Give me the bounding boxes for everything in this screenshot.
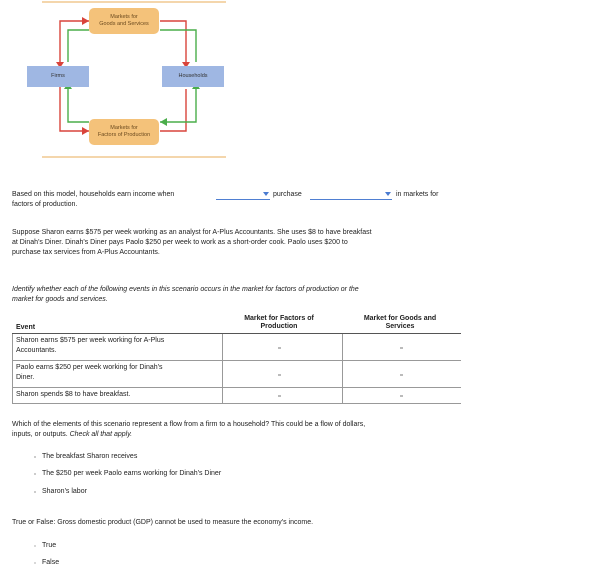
markets-factors-line1: Markets for	[110, 125, 138, 131]
q2-option-label: The $250 per week Paolo earns working for Dinah's Diner	[42, 470, 222, 477]
event-cell	[16, 363, 162, 383]
radio-button[interactable]	[34, 545, 36, 547]
event-text-line1: Sharon earns $575 per week working for A-Plus	[16, 337, 165, 344]
markets-goods-services-box	[89, 8, 159, 34]
goods-checkbox[interactable]	[400, 374, 403, 376]
red-flow-bottom-right	[160, 89, 186, 131]
q2-option-3[interactable]	[32, 487, 292, 497]
q1-text-end: in markets for	[396, 191, 439, 198]
factors-checkbox[interactable]	[278, 395, 281, 397]
households-box	[162, 66, 224, 87]
q1-text-mid: purchase	[273, 191, 302, 198]
households-label: Households	[178, 73, 208, 79]
checkbox[interactable]	[34, 456, 36, 458]
radio-button[interactable]	[34, 562, 36, 564]
q2-option-1[interactable]	[32, 452, 292, 462]
q1-dropdown-2[interactable]	[310, 190, 392, 200]
event-text-line2: Diner.	[16, 374, 35, 381]
col-header-goods	[345, 315, 455, 331]
instruction-line-1: Identify whether each of the following events in this scenario occurs in the market for factors of production or the	[12, 286, 359, 293]
column-divider	[222, 334, 223, 404]
event-text-line1: Sharon spends $8 to have breakfast.	[16, 391, 131, 398]
checkbox[interactable]	[34, 491, 36, 493]
q1-dropdown-1[interactable]	[216, 190, 270, 200]
event-text-line2: Accountants.	[16, 347, 57, 354]
q2-text-line-1: Which of the elements of this scenario represent a flow from a firm to a household? This could be a flow of dollars,	[12, 421, 366, 428]
chevron-down-icon	[385, 192, 391, 196]
q3-option-false[interactable]	[32, 558, 112, 568]
event-text-line1: Paolo earns $250 per week working for Dinah's	[16, 364, 163, 371]
green-flow-top-left	[68, 30, 89, 62]
chevron-down-icon	[263, 192, 269, 196]
table-left-border	[12, 334, 13, 404]
q3-text: True or False: Gross domestic product (GDP) cannot be used to measure the economy's income.	[12, 519, 314, 526]
scenario-line-2: at Dinah's Diner. Dinah's Diner pays Paolo $250 per week to work as a short-order cook. Paolo uses $200 to	[12, 239, 348, 246]
column-divider	[342, 334, 343, 404]
q1-text-start: Based on this model, households earn income when	[12, 191, 175, 198]
q1-text-line2: factors of production.	[12, 201, 78, 208]
events-table	[12, 313, 461, 405]
green-flow-bottom-right	[160, 89, 196, 122]
table-header-row	[12, 313, 461, 334]
q3-option-label: True	[42, 542, 57, 549]
q2-text-line-2-main: inputs, or outputs.	[12, 431, 68, 438]
circular-flow-diagram	[0, 0, 610, 160]
q2-option-label: Sharon's labor	[42, 488, 87, 495]
firms-box	[27, 66, 89, 87]
q2-text-line-2	[12, 430, 132, 440]
q3-option-true[interactable]	[32, 541, 112, 551]
col-header-factors-line1: Market for Factors of	[244, 315, 314, 322]
col-header-factors-line2: Production	[260, 323, 298, 330]
red-arrowhead	[82, 17, 89, 25]
green-flow-top-right	[160, 30, 196, 62]
red-flow-top-right	[160, 21, 186, 62]
table-row	[12, 388, 461, 404]
col-header-factors	[224, 315, 334, 331]
scenario-line-3: purchase tax services from A-Plus Accountants.	[12, 249, 160, 256]
red-arrowhead	[82, 127, 89, 135]
col-header-goods-line1: Market for Goods and	[363, 315, 437, 322]
checkbox[interactable]	[34, 473, 36, 475]
q3-option-label: False	[42, 559, 60, 566]
instruction-line-2: market for goods and services.	[12, 296, 108, 303]
factors-checkbox[interactable]	[278, 374, 281, 376]
q2-check-all: Check all that apply.	[69, 431, 133, 438]
table-row	[12, 361, 461, 388]
red-flow-top-left	[60, 21, 89, 72]
red-flow-bottom-left	[60, 84, 89, 131]
factors-checkbox[interactable]	[278, 347, 281, 349]
firms-label: Firms	[51, 73, 65, 79]
markets-factors-box	[89, 119, 159, 145]
table-row	[12, 334, 461, 361]
goods-checkbox[interactable]	[400, 347, 403, 349]
markets-goods-line1: Markets for	[110, 14, 138, 20]
markets-goods-line2: Goods and Services	[99, 21, 149, 27]
scenario-line-1: Suppose Sharon earns $575 per week working as an analyst for A-Plus Accountants. She uses $8 to have breakfast	[12, 229, 372, 236]
col-header-event: Event	[16, 324, 36, 331]
col-header-goods-line2: Services	[385, 323, 415, 330]
q2-option-2[interactable]	[32, 469, 292, 479]
q2-option-label: The breakfast Sharon receives	[42, 453, 138, 460]
event-cell	[16, 336, 164, 356]
green-arrowhead	[160, 118, 167, 126]
green-flow-bottom-left	[68, 89, 89, 122]
goods-checkbox[interactable]	[400, 395, 403, 397]
event-cell	[16, 390, 130, 400]
markets-factors-line2: Factors of Production	[97, 132, 151, 138]
